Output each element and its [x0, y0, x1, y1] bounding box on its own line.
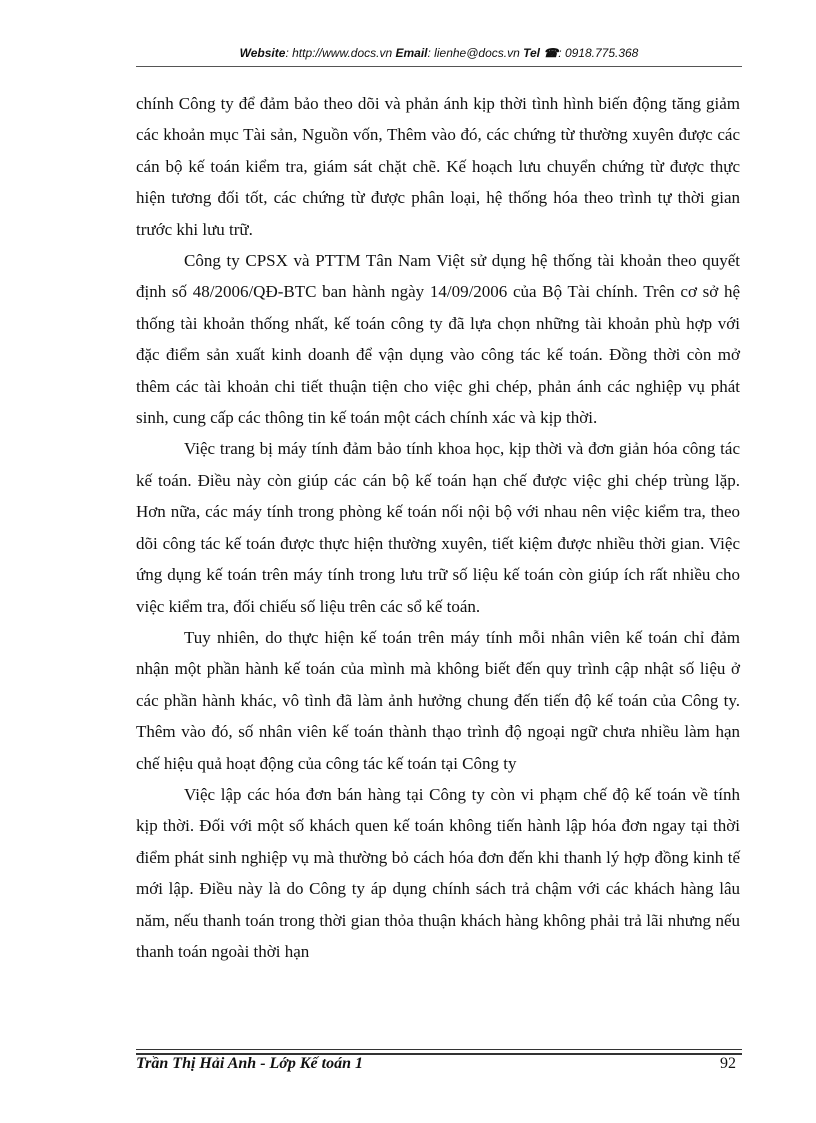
page-header: [136, 46, 742, 60]
email-value: : lienhe@docs.vn: [427, 46, 520, 60]
document-body: [136, 88, 740, 967]
website-label: Website: [239, 46, 286, 60]
footer-author: Trần Thị Hải Anh - Lớp Kế toán 1: [136, 1055, 363, 1072]
email-label: Email: [395, 46, 428, 60]
paragraph-1: chính Công ty để đảm bảo theo dõi và phản ánh kịp thời tình hình biến động tăng giảm các khoản mục Tài sản, Nguồn vốn, Thêm vào đó, các chứng từ thường xuyên được các cán bộ kế toán kiểm tra, giám sát chặt chẽ. Kế hoạch lưu chuyển chứng từ được thực hiện tương đối tốt, các chứng từ được phân loại, hệ thống hóa theo trình tự thời gian trước khi lưu trữ.: [136, 94, 740, 239]
website-value: : http://www.docs.vn: [285, 46, 393, 60]
header-divider: [136, 66, 742, 67]
paragraph-2: Công ty CPSX và PTTM Tân Nam Việt sử dụng hệ thống tài khoản theo quyết định số 48/2006/QĐ-BTC ban hành ngày 14/09/2006 của Bộ Tài chính. Trên cơ sở hệ thống tài khoản thống nhất, kế toán công ty đã lựa chọn những tài khoản phù hợp với đặc điểm sản xuất kinh doanh để vận dụng vào công tác kế toán. Đồng thời còn mở thêm các tài khoản chi tiết thuận tiện cho việc ghi chép, phản ánh các nghiệp vụ phát sinh, cung cấp các thông tin kế toán một cách chính xác và kịp thời.: [136, 251, 740, 428]
paragraph-5: Việc lập các hóa đơn bán hàng tại Công ty còn vi phạm chế độ kế toán về tính kịp thời. Đối với một số khách quen kế toán không tiến hành lập hóa đơn ngay tại thời điểm phát sinh nghiệp vụ mà thường bỏ cách hóa đơn đến khi thanh lý hợp đồng kinh tế mới lập. Điều này là do Công ty áp dụng chính sách trả chậm với các khách hàng lâu năm, nếu thanh toán trong thời gian thỏa thuận khách hàng không phải trả lãi nhưng nếu thanh toán ngoài thời hạn: [136, 784, 740, 961]
page-number: 92: [720, 1055, 736, 1072]
paragraph-3: Việc trang bị máy tính đảm bảo tính khoa học, kịp thời và đơn giản hóa công tác kế toán. Điều này còn giúp các cán bộ kế toán hạn chế được việc ghi chép trùng lặp. Hơn nữa, các máy tính trong phòng kế toán nối nội bộ với nhau nên việc kiểm tra, theo dõi công tác kế toán được thực hiện thường xuyên, tiết kiệm được nhiều thời gian. Việc ứng dụng kế toán trên máy tính trong lưu trữ số liệu kế toán còn giúp ích rất nhiều cho việc kiểm tra, đối chiếu số liệu trên các sổ kế toán.: [136, 439, 740, 616]
tel-label: Tel ☎: [523, 46, 559, 60]
paragraph-4: Tuy nhiên, do thực hiện kế toán trên máy tính mỗi nhân viên kế toán chỉ đảm nhận một phần hành kế toán của mình mà không biết đến quy trình cập nhật số liệu ở các phần hành khác, vô tình đã làm ảnh hưởng chung đến tiến độ kế toán của Công ty. Thêm vào đó, số nhân viên kế toán thành thạo trình độ ngoại ngữ chưa nhiều làm hạn chế hiệu quả hoạt động của công tác kế toán tại Công ty: [136, 627, 740, 773]
footer-divider-thin: [136, 1049, 742, 1050]
tel-value: : 0918.775.368: [558, 46, 639, 60]
